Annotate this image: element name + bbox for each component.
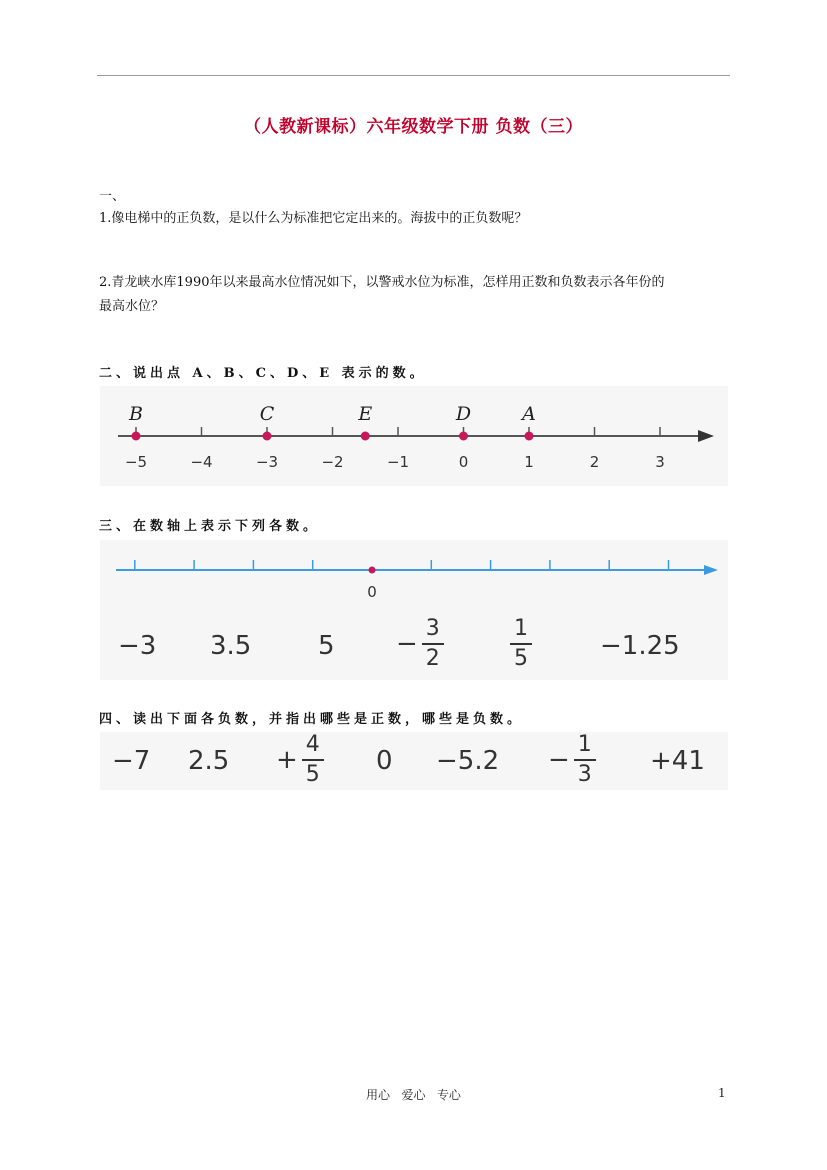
number-5: 5: [318, 631, 335, 661]
point-C: [263, 432, 272, 441]
page-number: 1: [718, 1086, 726, 1100]
section2-heading: 二、说出点 A、B、C、D、E 表示的数。: [99, 366, 427, 381]
question-1: 1.像电梯中的正负数，是以什么为标准把它定出来的。海拔中的正负数呢？: [99, 211, 528, 226]
number-2-5: 2.5: [188, 746, 230, 776]
section4-heading: 四、读出下面各负数，并指出哪些是正数，哪些是负数。: [99, 712, 525, 727]
point-label-D: D: [455, 403, 472, 425]
fraction: [574, 734, 596, 786]
fraction-bar: [574, 759, 596, 761]
number-line-figure-1: [100, 386, 728, 486]
header-rule: [97, 75, 730, 76]
tick-label: −1: [386, 453, 410, 471]
numerator: 4: [305, 732, 320, 757]
numerator: 1: [577, 732, 592, 757]
denominator: 2: [425, 646, 440, 671]
point-B: [132, 432, 141, 441]
fraction-bar: [302, 759, 324, 761]
number-neg7: −7: [112, 746, 151, 776]
denominator: 5: [305, 762, 320, 787]
number-line-figure-2: [100, 540, 728, 680]
tick-label: 2: [589, 453, 600, 471]
origin-label: 0: [367, 583, 377, 601]
number-neg-5-2: −5.2: [436, 746, 500, 776]
tick-label: 1: [524, 453, 534, 471]
numbers-to-plot: [118, 618, 718, 674]
tick-label: 3: [655, 453, 665, 471]
fraction-sign: +: [276, 745, 298, 775]
numerator: 1: [514, 616, 528, 641]
tick-label: −2: [321, 453, 344, 471]
fraction-bar: [510, 643, 532, 645]
number-neg3: −3: [118, 631, 157, 661]
fraction: [510, 618, 532, 670]
tick-label: −3: [255, 453, 279, 471]
point-D: [459, 432, 468, 441]
point-E: [361, 432, 370, 441]
number-3-5: 3.5: [210, 631, 252, 661]
number-1-over-5: [510, 618, 532, 670]
fraction-bar: [422, 643, 444, 645]
fraction-sign: −: [396, 629, 418, 659]
tick-label: −4: [190, 453, 213, 471]
point-label-C: C: [259, 403, 275, 425]
section1-heading: 一、: [99, 189, 126, 204]
fraction: [422, 618, 444, 670]
number-0: 0: [376, 746, 393, 776]
fraction: [302, 734, 324, 786]
tick-label: −5: [124, 453, 148, 471]
point-label-A: A: [522, 403, 536, 425]
numbers-figure-4: [100, 732, 728, 790]
number-pos41: +41: [650, 746, 705, 776]
number-neg-1-25: −1.25: [600, 631, 680, 661]
denominator: 3: [577, 762, 592, 787]
tick-label: 0: [458, 453, 469, 471]
number-pos-4-over-5: [276, 734, 324, 786]
axis-arrow: [698, 430, 714, 442]
point-A: [525, 432, 534, 441]
question-2-line2: 最高水位？: [99, 299, 165, 314]
number-line-1: [100, 386, 728, 486]
number-line-2: [100, 540, 728, 610]
footer-motto: 用心 爱心 专心: [366, 1088, 461, 1102]
fraction-sign: −: [548, 745, 570, 775]
origin-point: [369, 567, 376, 574]
numerator: 3: [425, 616, 440, 641]
page-title: （人教新课标）六年级数学下册 负数（三）: [244, 117, 583, 137]
axis-arrow: [704, 565, 718, 575]
number-neg-1-over-3: [548, 734, 596, 786]
numbers-to-read: [112, 734, 722, 790]
point-label-E: E: [358, 403, 373, 425]
question-2-line1: 2.青龙峡水库1990年以来最高水位情况如下，以警戒水位为标准，怎样用正数和负数表示各年份的: [99, 275, 665, 290]
section3-heading: 三、在数轴上表示下列各数。: [99, 519, 321, 534]
denominator: 5: [514, 646, 528, 671]
number-neg-3-over-2: [396, 618, 444, 670]
point-label-B: B: [129, 403, 143, 425]
